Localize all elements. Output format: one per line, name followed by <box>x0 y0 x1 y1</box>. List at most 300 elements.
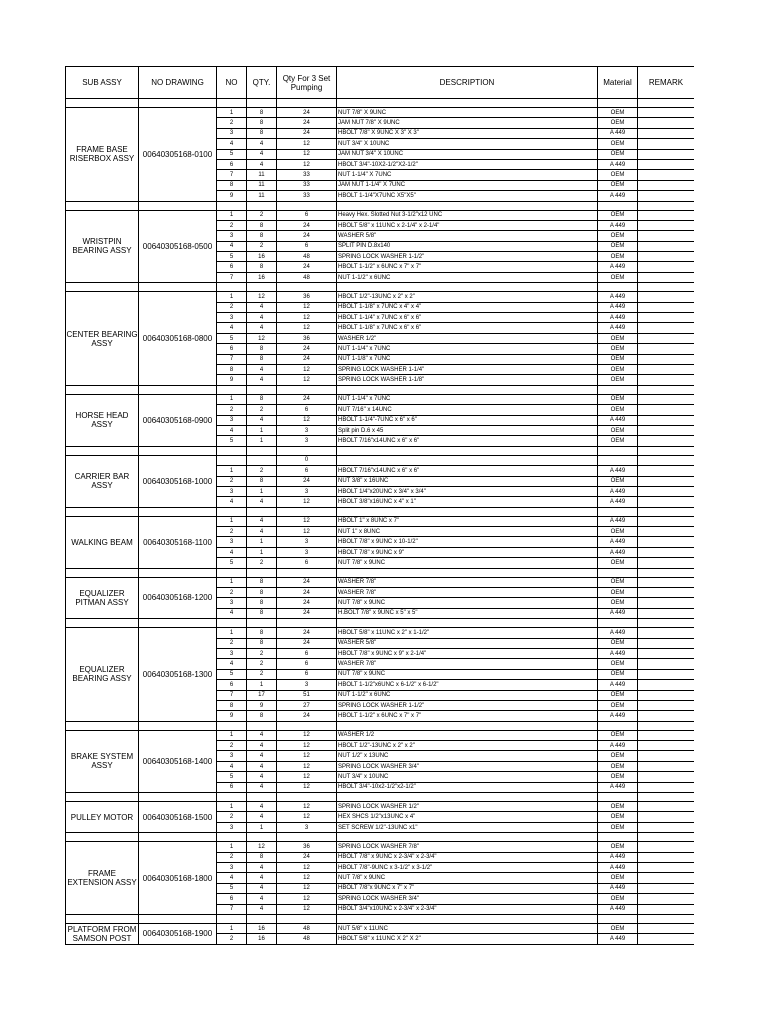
qty-for-3-cell: 24 <box>277 354 337 364</box>
qty-cell: 4 <box>247 302 277 312</box>
remark-cell <box>638 170 695 180</box>
remark-cell <box>638 272 695 282</box>
remark-cell <box>638 497 695 507</box>
material-cell: OEM <box>598 354 638 364</box>
qty-cell: 16 <box>247 252 277 262</box>
qty-cell: 4 <box>247 323 277 333</box>
description-cell: HBOLT 1-1/8" x 7UNC x 6" x 6" <box>337 323 598 333</box>
remark-cell <box>638 344 695 354</box>
spacer-cell <box>598 721 638 730</box>
qty-for-3-cell: 12 <box>277 139 337 149</box>
qty-for-3-cell: 12 <box>277 802 337 812</box>
table-row <box>66 842 695 852</box>
qty-cell: 8 <box>247 628 277 638</box>
material-cell: OEM <box>598 108 638 118</box>
item-no-cell <box>217 455 247 465</box>
item-no-cell: 3 <box>217 313 247 323</box>
spacer-cell <box>217 619 247 628</box>
qty-for-3-cell: 12 <box>277 323 337 333</box>
spacer-cell <box>217 793 247 802</box>
spacer-cell <box>217 446 247 455</box>
spacer-cell <box>217 833 247 842</box>
table-row <box>66 802 695 812</box>
description-cell: SPRING LOCK WASHER 1-1/2" <box>337 252 598 262</box>
drawing-number-cell: 00640305168-1300 <box>139 628 217 722</box>
description-cell: HBOLT 1" x 8UNC x 7" <box>337 516 598 526</box>
qty-cell: 4 <box>247 313 277 323</box>
material-cell: OEM <box>598 772 638 782</box>
qty-cell: 4 <box>247 751 277 761</box>
material-cell: A 449 <box>598 628 638 638</box>
spacer-cell <box>598 793 638 802</box>
item-no-cell: 5 <box>217 558 247 568</box>
description-cell: NUT 3/4" X 10UNC <box>337 139 598 149</box>
description-cell: Heavy Hex. Slotted Nut 3-1/2"x12 UNC <box>337 210 598 220</box>
remark-cell <box>638 659 695 669</box>
item-no-cell: 7 <box>217 690 247 700</box>
qty-for-3-cell: 0 <box>277 455 337 465</box>
qty-for-3-cell: 12 <box>277 415 337 425</box>
description-cell: HEX SHCS 1/2"x13UNC x 4" <box>337 812 598 822</box>
item-no-cell: 1 <box>217 210 247 220</box>
remark-cell <box>638 128 695 138</box>
spacer-cell <box>139 507 217 516</box>
qty-for-3-cell: 6 <box>277 648 337 658</box>
group-spacer-row <box>66 793 695 802</box>
remark-cell <box>638 313 695 323</box>
qty-cell: 16 <box>247 934 277 944</box>
description-cell: HBOLT 7/8" x 9UNC x 9" x 2-1/4" <box>337 648 598 658</box>
spacer-cell <box>247 283 277 292</box>
spacer-cell <box>277 446 337 455</box>
qty-for-3-cell: 12 <box>277 751 337 761</box>
spacer-cell <box>139 99 217 108</box>
spacer-cell <box>217 568 247 577</box>
qty-for-3-cell: 3 <box>277 547 337 557</box>
item-no-cell: 5 <box>217 772 247 782</box>
item-no-cell: 2 <box>217 405 247 415</box>
group-spacer-row <box>66 201 695 210</box>
qty-cell: 1 <box>247 425 277 435</box>
description-cell: NUT 3/4" x 10UNC <box>337 772 598 782</box>
material-cell: A 449 <box>598 191 638 201</box>
sub-assy-cell: WRISTPIN BEARING ASSY <box>66 210 139 283</box>
spacer-cell <box>66 914 139 923</box>
material-cell: OEM <box>598 425 638 435</box>
spacer-cell <box>638 568 695 577</box>
description-cell: NUT 1-1/4" x 7UNC <box>337 394 598 404</box>
spacer-cell <box>66 446 139 455</box>
qty-cell: 8 <box>247 608 277 618</box>
spacer-cell <box>66 793 139 802</box>
qty-cell: 4 <box>247 772 277 782</box>
remark-cell <box>638 934 695 944</box>
qty-for-3-cell: 3 <box>277 486 337 496</box>
description-cell: HBOLT 5/8" x 11UNC x 2" x 1-1/2" <box>337 628 598 638</box>
qty-for-3-cell: 12 <box>277 497 337 507</box>
qty-cell: 11 <box>247 180 277 190</box>
material-cell: OEM <box>598 842 638 852</box>
qty-cell: 1 <box>247 547 277 557</box>
material-cell: OEM <box>598 700 638 710</box>
item-no-cell: 2 <box>217 934 247 944</box>
group-spacer-row <box>66 99 695 108</box>
qty-for-3-cell: 24 <box>277 394 337 404</box>
material-cell: A 449 <box>598 292 638 302</box>
material-cell: OEM <box>598 894 638 904</box>
spacer-cell <box>217 283 247 292</box>
item-no-cell: 6 <box>217 680 247 690</box>
material-cell: OEM <box>598 923 638 933</box>
remark-cell <box>638 108 695 118</box>
remark-cell <box>638 220 695 230</box>
table-row <box>66 730 695 740</box>
item-no-cell: 9 <box>217 191 247 201</box>
remark-cell <box>638 873 695 883</box>
spacer-cell <box>598 446 638 455</box>
item-no-cell: 6 <box>217 262 247 272</box>
remark-cell <box>638 537 695 547</box>
remark-cell <box>638 149 695 159</box>
qty-for-3-cell: 24 <box>277 577 337 587</box>
item-no-cell: 5 <box>217 883 247 893</box>
description-cell: WASHER 1/2 <box>337 730 598 740</box>
remark-cell <box>638 159 695 169</box>
spacer-cell <box>139 283 217 292</box>
qty-for-3-cell: 12 <box>277 761 337 771</box>
table-row <box>66 923 695 933</box>
remark-cell <box>638 405 695 415</box>
description-cell: HBOLT 7/16"x14UNC x 6" x 6" <box>337 466 598 476</box>
material-cell: A 449 <box>598 741 638 751</box>
material-cell: A 449 <box>598 313 638 323</box>
spacer-cell <box>217 201 247 210</box>
qty-for-3-cell: 33 <box>277 180 337 190</box>
header-qty: QTY. <box>247 67 277 99</box>
remark-cell <box>638 210 695 220</box>
qty-for-3-cell: 24 <box>277 852 337 862</box>
qty-cell: 11 <box>247 191 277 201</box>
drawing-number-cell: 00640305168-1800 <box>139 842 217 915</box>
qty-cell: 2 <box>247 659 277 669</box>
header-sub-assy: SUB ASSY <box>66 67 139 99</box>
qty-for-3-cell: 6 <box>277 659 337 669</box>
spacer-cell <box>598 283 638 292</box>
spacer-cell <box>277 99 337 108</box>
remark-cell <box>638 139 695 149</box>
table-row <box>66 394 695 404</box>
remark-cell <box>638 527 695 537</box>
drawing-number-cell: 00640305168-1000 <box>139 455 217 507</box>
item-no-cell: 3 <box>217 537 247 547</box>
material-cell: A 449 <box>598 486 638 496</box>
qty-for-3-cell: 12 <box>277 741 337 751</box>
remark-cell <box>638 648 695 658</box>
qty-cell: 8 <box>247 118 277 128</box>
material-cell: A 449 <box>598 415 638 425</box>
spacer-cell <box>66 507 139 516</box>
description-cell: HBOLT 5/8" x 11UNC x 2-1/4" x 2-1/4" <box>337 220 598 230</box>
material-cell: OEM <box>598 394 638 404</box>
item-no-cell: 4 <box>217 547 247 557</box>
description-cell: HBOLT 5/8" x 11UNC X 2" X 2" <box>337 934 598 944</box>
qty-for-3-cell: 51 <box>277 690 337 700</box>
remark-cell <box>638 700 695 710</box>
qty-cell: 8 <box>247 344 277 354</box>
remark-cell <box>638 772 695 782</box>
material-cell: OEM <box>598 405 638 415</box>
material-cell: A 449 <box>598 883 638 893</box>
qty-cell: 8 <box>247 394 277 404</box>
description-cell: NUT 7/16" x 14UNC <box>337 405 598 415</box>
qty-cell: 16 <box>247 272 277 282</box>
qty-for-3-cell: 48 <box>277 252 337 262</box>
item-no-cell: 2 <box>217 118 247 128</box>
spacer-cell <box>217 914 247 923</box>
spacer-cell <box>337 385 598 394</box>
material-cell: A 449 <box>598 680 638 690</box>
item-no-cell: 8 <box>217 700 247 710</box>
qty-cell: 12 <box>247 333 277 343</box>
description-cell: NUT 7/8" x 9UNC <box>337 558 598 568</box>
spacer-cell <box>277 619 337 628</box>
qty-for-3-cell: 12 <box>277 730 337 740</box>
description-cell: SPRING LOCK WASHER 1-1/2" <box>337 700 598 710</box>
item-no-cell: 1 <box>217 628 247 638</box>
item-no-cell: 5 <box>217 669 247 679</box>
item-no-cell: 3 <box>217 648 247 658</box>
description-cell <box>337 455 598 465</box>
qty-cell: 16 <box>247 923 277 933</box>
sub-assy-cell: WALKING BEAM <box>66 516 139 568</box>
qty-cell: 1 <box>247 436 277 446</box>
remark-cell <box>638 252 695 262</box>
description-cell: Split pin D.6 x 45 <box>337 425 598 435</box>
spacer-cell <box>638 793 695 802</box>
spacer-cell <box>247 507 277 516</box>
drawing-number-cell: 00640305168-0800 <box>139 292 217 386</box>
item-no-cell: 1 <box>217 108 247 118</box>
spacer-cell <box>638 507 695 516</box>
qty-cell: 4 <box>247 904 277 914</box>
table-row <box>66 210 695 220</box>
material-cell: OEM <box>598 751 638 761</box>
qty-cell: 1 <box>247 822 277 832</box>
description-cell: JAM NUT 7/8" X 9UNC <box>337 118 598 128</box>
qty-cell: 2 <box>247 466 277 476</box>
material-cell: OEM <box>598 118 638 128</box>
description-cell: HBOLT 1/4"x20UNC x 3/4" x 3/4" <box>337 486 598 496</box>
material-cell: A 449 <box>598 128 638 138</box>
description-cell: SPRING LOCK WASHER 7/8" <box>337 842 598 852</box>
spacer-cell <box>217 721 247 730</box>
spacer-cell <box>139 619 217 628</box>
spacer-cell <box>337 619 598 628</box>
item-no-cell: 3 <box>217 598 247 608</box>
spacer-cell <box>337 201 598 210</box>
qty-cell: 12 <box>247 842 277 852</box>
header-qty-for-3: Qty For 3 Set Pumping <box>277 67 337 99</box>
remark-cell <box>638 516 695 526</box>
item-no-cell: 3 <box>217 822 247 832</box>
item-no-cell: 7 <box>217 170 247 180</box>
item-no-cell: 5 <box>217 436 247 446</box>
qty-for-3-cell: 12 <box>277 149 337 159</box>
drawing-number-cell: 00640305168-0900 <box>139 394 217 446</box>
qty-for-3-cell: 12 <box>277 375 337 385</box>
spacer-cell <box>66 619 139 628</box>
description-cell: NUT 1-1/4" X 7UNC <box>337 170 598 180</box>
item-no-cell: 2 <box>217 476 247 486</box>
spacer-cell <box>277 914 337 923</box>
qty-for-3-cell: 24 <box>277 128 337 138</box>
spacer-cell <box>598 385 638 394</box>
spacer-cell <box>139 721 217 730</box>
remark-cell <box>638 394 695 404</box>
material-cell <box>598 455 638 465</box>
qty-cell: 8 <box>247 598 277 608</box>
spacer-cell <box>277 385 337 394</box>
remark-cell <box>638 822 695 832</box>
remark-cell <box>638 415 695 425</box>
spacer-cell <box>66 385 139 394</box>
description-cell: HBOLT 1-1/4"-7UNC x 6" x 6" <box>337 415 598 425</box>
remark-cell <box>638 547 695 557</box>
qty-cell: 8 <box>247 476 277 486</box>
table-header-row <box>66 67 695 99</box>
description-cell: WASHER 5/8" <box>337 638 598 648</box>
remark-cell <box>638 711 695 721</box>
spacer-cell <box>139 568 217 577</box>
qty-for-3-cell: 6 <box>277 241 337 251</box>
group-spacer-row <box>66 568 695 577</box>
spacer-cell <box>337 283 598 292</box>
item-no-cell: 2 <box>217 741 247 751</box>
qty-cell: 2 <box>247 558 277 568</box>
description-cell: NUT 1/2" x 13UNC <box>337 751 598 761</box>
qty-cell: 4 <box>247 149 277 159</box>
item-no-cell: 1 <box>217 802 247 812</box>
qty-cell: 11 <box>247 170 277 180</box>
material-cell: OEM <box>598 598 638 608</box>
qty-for-3-cell: 3 <box>277 680 337 690</box>
spacer-cell <box>139 201 217 210</box>
spacer-cell <box>598 99 638 108</box>
qty-cell: 4 <box>247 782 277 792</box>
qty-for-3-cell: 36 <box>277 842 337 852</box>
qty-cell: 4 <box>247 159 277 169</box>
spacer-cell <box>277 201 337 210</box>
remark-cell <box>638 191 695 201</box>
remark-cell <box>638 588 695 598</box>
spacer-cell <box>66 99 139 108</box>
remark-cell <box>638 558 695 568</box>
remark-cell <box>638 608 695 618</box>
qty-cell: 8 <box>247 220 277 230</box>
qty-cell: 8 <box>247 262 277 272</box>
qty-cell <box>247 455 277 465</box>
description-cell: HBOLT 3/8"x16UNC x 4" x 1" <box>337 497 598 507</box>
qty-cell: 8 <box>247 577 277 587</box>
parts-list-sheet <box>65 66 694 958</box>
material-cell: OEM <box>598 638 638 648</box>
item-no-cell: 9 <box>217 375 247 385</box>
spacer-cell <box>247 914 277 923</box>
qty-cell: 4 <box>247 802 277 812</box>
description-cell: SET SCREW 1/2"-13UNC x1" <box>337 822 598 832</box>
qty-cell: 8 <box>247 128 277 138</box>
item-no-cell: 5 <box>217 149 247 159</box>
qty-cell: 4 <box>247 761 277 771</box>
spacer-cell <box>598 619 638 628</box>
material-cell: A 449 <box>598 302 638 312</box>
spacer-cell <box>337 99 598 108</box>
material-cell: A 449 <box>598 537 638 547</box>
qty-cell: 8 <box>247 852 277 862</box>
remark-cell <box>638 354 695 364</box>
qty-for-3-cell: 24 <box>277 344 337 354</box>
qty-for-3-cell: 3 <box>277 436 337 446</box>
spacer-cell <box>598 568 638 577</box>
spacer-cell <box>638 833 695 842</box>
material-cell: OEM <box>598 210 638 220</box>
description-cell: NUT 7/8" x 9UNC <box>337 669 598 679</box>
material-cell: OEM <box>598 822 638 832</box>
qty-cell: 9 <box>247 700 277 710</box>
material-cell: OEM <box>598 180 638 190</box>
drawing-number-cell: 00640305168-1100 <box>139 516 217 568</box>
qty-for-3-cell: 12 <box>277 782 337 792</box>
qty-cell: 12 <box>247 292 277 302</box>
table-row <box>66 628 695 638</box>
material-cell: OEM <box>598 802 638 812</box>
remark-cell <box>638 852 695 862</box>
material-cell: OEM <box>598 149 638 159</box>
qty-for-3-cell: 33 <box>277 170 337 180</box>
spacer-cell <box>247 793 277 802</box>
material-cell: OEM <box>598 730 638 740</box>
qty-for-3-cell: 33 <box>277 191 337 201</box>
description-cell: WASHER 7/8" <box>337 588 598 598</box>
spacer-cell <box>139 914 217 923</box>
spacer-cell <box>337 446 598 455</box>
material-cell: OEM <box>598 344 638 354</box>
description-cell: JAM NUT 3/4" X 10UNC <box>337 149 598 159</box>
remark-cell <box>638 730 695 740</box>
header-no-drawing: NO DRAWING <box>139 67 217 99</box>
material-cell: A 449 <box>598 934 638 944</box>
material-cell: OEM <box>598 588 638 598</box>
group-spacer-row <box>66 446 695 455</box>
item-no-cell: 2 <box>217 220 247 230</box>
qty-for-3-cell: 12 <box>277 894 337 904</box>
item-no-cell: 2 <box>217 638 247 648</box>
material-cell: OEM <box>598 139 638 149</box>
qty-for-3-cell: 3 <box>277 425 337 435</box>
spacer-cell <box>247 619 277 628</box>
description-cell: HBOLT 1-1/2" x 6UNC x 7" x 7" <box>337 262 598 272</box>
description-cell: WASHER 7/8" <box>337 577 598 587</box>
remark-cell <box>638 842 695 852</box>
qty-cell: 1 <box>247 537 277 547</box>
material-cell: OEM <box>598 333 638 343</box>
remark-cell <box>638 751 695 761</box>
item-no-cell: 1 <box>217 923 247 933</box>
qty-for-3-cell: 24 <box>277 588 337 598</box>
material-cell: A 449 <box>598 159 638 169</box>
spacer-cell <box>247 833 277 842</box>
qty-cell: 4 <box>247 139 277 149</box>
